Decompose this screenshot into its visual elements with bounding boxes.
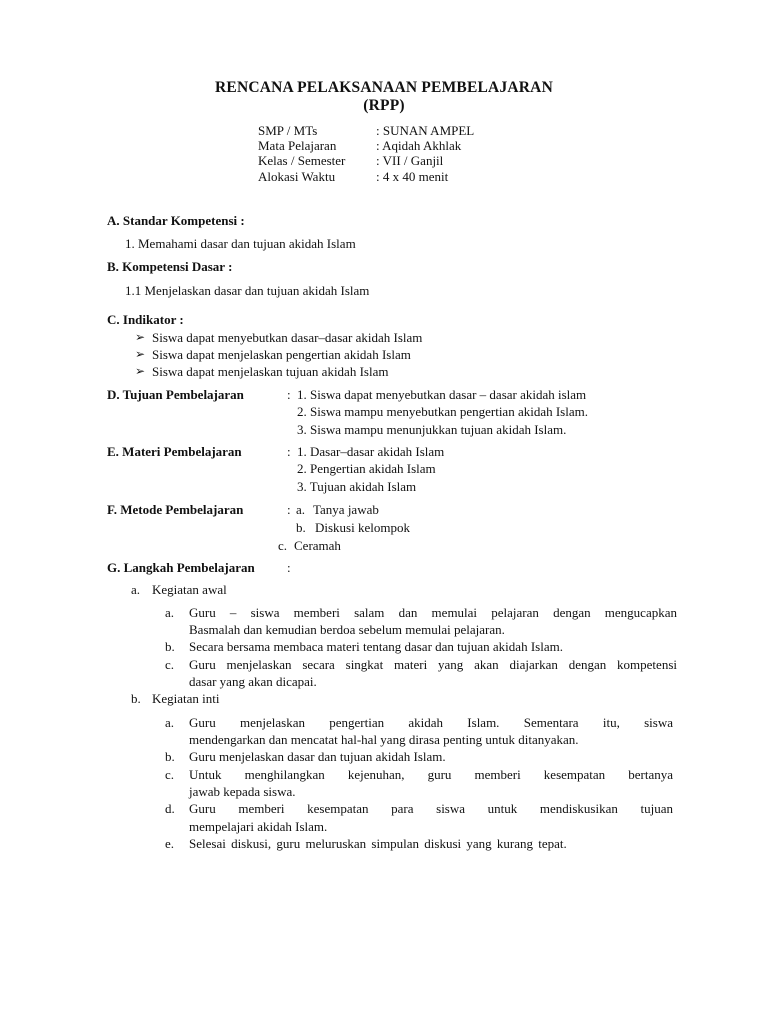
info-value-subject: : Aqidah Akhlak [376,138,462,153]
activity-line: Secara bersama membaca materi tentang dasar dan tujuan akidah Islam. [189,639,563,654]
info-label-time: Alokasi Waktu [258,169,336,184]
section-e-heading: E. Materi Pembelajaran [107,444,242,459]
section-d-colon: : [287,387,291,402]
info-label-subject: Mata Pelajaran [258,138,337,153]
section-g-heading: G. Langkah Pembelajaran [107,560,255,575]
info-value-class: : VII / Ganjil [376,153,444,168]
activity-line: Basmalah dan kemudian berdoa sebelum memulai pelajaran. [189,622,505,637]
activity-marker: e. [165,836,175,851]
section-b-heading: B. Kompetensi Dasar : [107,259,233,274]
objective-item: 3. Siswa mampu menunjukkan tujuan akidah Islam. [297,422,567,437]
activity-marker: d. [165,801,175,816]
method-marker: a. [296,502,306,517]
objective-item: 1. Siswa dapat menyebutkan dasar – dasar akidah islam [297,387,587,402]
document-subtitle: (RPP) [363,97,405,114]
info-value-time: : 4 x 40 menit [376,169,449,184]
activity-line: Guru – siswa memberi salam dan memulai pelajaran dengan mengucapkan [189,605,677,620]
activity-marker: c. [165,767,175,782]
section-g-colon: : [287,560,291,575]
section-a-heading: A. Standar Kompetensi : [107,213,245,228]
info-value-school: : SUNAN AMPEL [376,123,475,138]
section-a-item: 1. Memahami dasar dan tujuan akidah Islam [125,236,356,251]
section-d-heading: D. Tujuan Pembelajaran [107,387,244,402]
material-item: 1. Dasar–dasar akidah Islam [297,444,445,459]
objective-item: 2. Siswa mampu menyebutkan pengertian akidah Islam. [297,404,588,419]
activity-marker: c. [165,657,175,672]
arrow-bullet-icon: ➢ [135,364,146,378]
section-e-colon: : [287,444,291,459]
activity-line: dasar yang akan dicapai. [189,674,317,689]
step-label-inti: Kegiatan inti [152,691,220,706]
activity-line: mempelajari akidah Islam. [189,819,328,834]
method-marker: c. [278,538,288,553]
material-item: 3. Tujuan akidah Islam [297,479,417,494]
activity-line: Untuk menghilangkan kejenuhan, guru memberi kesempatan bertanya [189,767,673,782]
material-item: 2. Pengertian akidah Islam [297,461,436,476]
activity-marker: a. [165,715,175,730]
activity-line: jawab kepada siswa. [189,784,296,799]
activity-line: Guru memberi kesempatan para siswa untuk mendiskusikan tujuan [189,801,673,816]
activity-marker: a. [165,605,175,620]
activity-line: mendengarkan dan mencatat hal-hal yang dirasa penting untuk ditanyakan. [189,732,579,747]
section-f-colon: : [287,502,291,517]
section-b-item: 1.1 Menjelaskan dasar dan tujuan akidah Islam [125,283,370,298]
step-label-awal: Kegiatan awal [152,582,227,597]
section-f-heading: F. Metode Pembelajaran [107,502,244,517]
method-item: Ceramah [294,538,341,553]
indicator-item: Siswa dapat menjelaskan tujuan akidah Islam [152,364,389,379]
activity-marker: b. [165,749,175,764]
info-label-school: SMP / MTs [258,123,318,138]
method-item: Tanya jawab [313,502,379,517]
arrow-bullet-icon: ➢ [135,330,146,344]
indicator-item: Siswa dapat menyebutkan dasar–dasar akidah Islam [152,330,423,345]
method-item: Diskusi kelompok [315,520,410,535]
activity-line: Selesai diskusi, guru meluruskan simpulan diskusi yang kurang tepat. [189,836,567,851]
method-marker: b. [296,520,306,535]
activity-line: Guru menjelaskan dasar dan tujuan akidah Islam. [189,749,446,764]
indicator-item: Siswa dapat menjelaskan pengertian akidah Islam [152,347,411,362]
step-marker: a. [131,582,141,597]
step-marker: b. [131,691,141,706]
activity-marker: b. [165,639,175,654]
document-title: RENCANA PELAKSANAAN PEMBELAJARAN [215,79,553,96]
activity-line: Guru menjelaskan pengertian akidah Islam. Sementara itu, siswa [189,715,673,730]
arrow-bullet-icon: ➢ [135,347,146,361]
info-label-class: Kelas / Semester [258,153,346,168]
section-c-heading: C. Indikator : [107,312,184,327]
activity-line: Guru menjelaskan secara singkat materi yang akan diajarkan dengan kompetensi [189,657,677,672]
